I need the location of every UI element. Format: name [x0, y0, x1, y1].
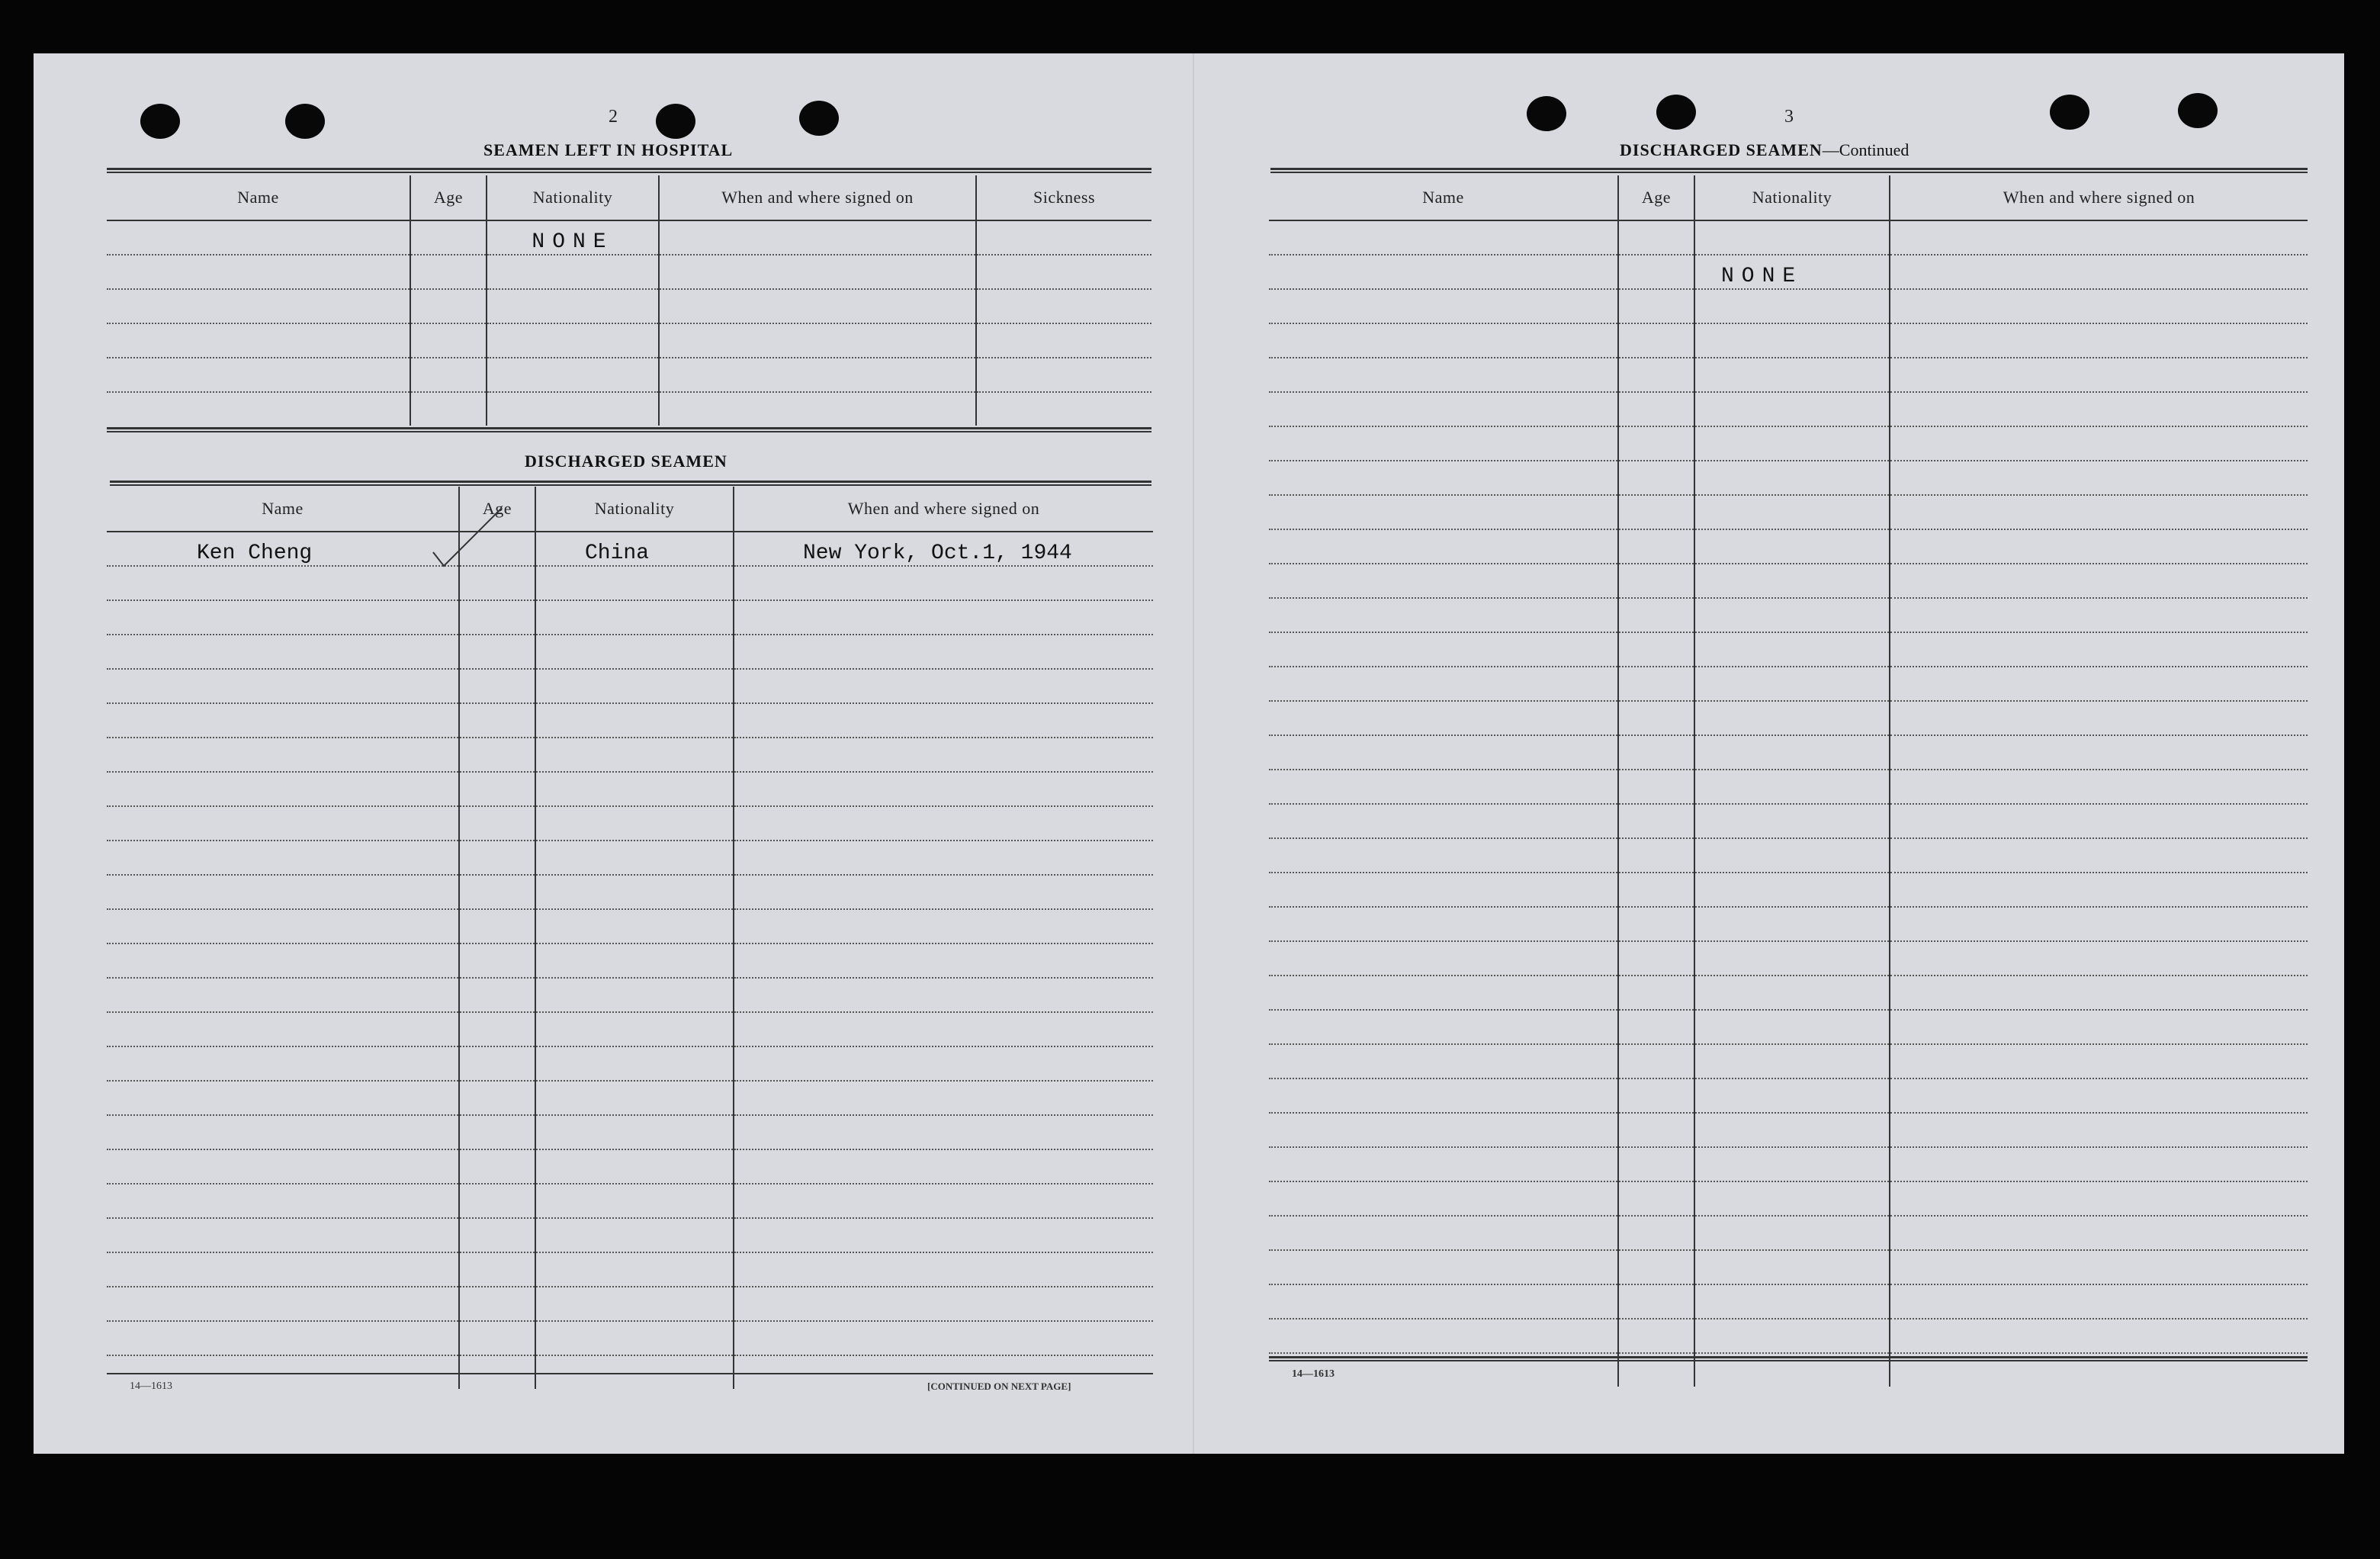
table-row — [107, 1252, 1153, 1287]
table-row — [107, 635, 1153, 669]
check-mark — [429, 505, 512, 574]
section-title: SEAMEN LEFT IN HOSPITAL — [483, 140, 734, 159]
table-row — [1269, 873, 2308, 907]
table-row — [1269, 1250, 2308, 1284]
table-row — [1269, 255, 2308, 289]
table-bottom-rule — [1269, 1356, 2308, 1361]
discharged-continued-table — [1269, 175, 2308, 1387]
table-row — [1269, 667, 2308, 701]
table-row — [1269, 220, 2308, 255]
table-row — [107, 703, 1153, 738]
form-number: 14—1613 — [1292, 1368, 1335, 1380]
table-row — [1269, 804, 2308, 838]
document-sheet — [34, 53, 2344, 1454]
table-row — [107, 1115, 1153, 1149]
table-row — [1269, 289, 2308, 323]
table-row — [1269, 426, 2308, 461]
table-row — [107, 358, 1151, 392]
seaman-name: Ken Cheng — [197, 542, 313, 565]
seaman-signed-on: New York, Oct.1, 1944 — [803, 542, 1072, 565]
column-header: Age — [410, 175, 487, 220]
section-title — [1620, 140, 1909, 160]
punch-hole — [140, 104, 180, 139]
table-row — [1269, 770, 2308, 804]
table-row — [107, 1046, 1153, 1081]
table-row — [1269, 838, 2308, 873]
column-header: Name — [1269, 175, 1618, 220]
table-row — [107, 600, 1153, 635]
table-row — [1269, 358, 2308, 392]
table-row — [107, 323, 1151, 358]
table-row — [1269, 392, 2308, 426]
table-row — [107, 1081, 1153, 1115]
section-title-suffix: —Continued — [1822, 140, 1909, 159]
table-row — [1269, 564, 2308, 598]
seaman-nationality: China — [585, 542, 650, 565]
form-number: 14—1613 — [130, 1381, 172, 1392]
section-title: DISCHARGED SEAMEN — [525, 452, 727, 471]
table-row — [1269, 701, 2308, 735]
punch-hole — [1656, 95, 1696, 130]
table-row — [1269, 1113, 2308, 1147]
table-row — [107, 255, 1151, 289]
table-row — [1269, 941, 2308, 976]
table-row — [1269, 1284, 2308, 1319]
punch-hole — [2178, 93, 2218, 128]
table-row — [107, 392, 1151, 426]
page-number: 2 — [609, 107, 618, 127]
table-row — [1269, 907, 2308, 941]
column-header: Age — [459, 487, 535, 532]
table-bottom-rule — [107, 1373, 1153, 1374]
typed-entry: NONE — [532, 230, 614, 254]
table-bottom-rule — [107, 427, 1151, 432]
table-row — [1269, 1181, 2308, 1216]
table-row — [107, 532, 1153, 566]
title-rule — [110, 481, 1151, 486]
punch-hole — [656, 104, 695, 139]
table-row — [1269, 1319, 2308, 1353]
table-row — [1269, 323, 2308, 358]
table-row — [107, 669, 1153, 703]
table-row — [1269, 461, 2308, 495]
column-header: Nationality — [535, 487, 734, 532]
table-row — [107, 289, 1151, 323]
table-row — [1269, 1147, 2308, 1181]
table-row — [1269, 1044, 2308, 1078]
table-row — [1269, 1078, 2308, 1113]
table-row — [1269, 1216, 2308, 1250]
table-row — [107, 1012, 1153, 1046]
column-header: Name — [107, 487, 459, 532]
column-header: When and where signed on — [659, 175, 976, 220]
table-row — [107, 1149, 1153, 1184]
table-row — [107, 772, 1153, 806]
table-row — [107, 566, 1153, 600]
table-row — [1269, 632, 2308, 667]
table-row — [107, 1287, 1153, 1321]
table-row — [107, 943, 1153, 978]
table-row — [1269, 529, 2308, 564]
hospital-table — [107, 175, 1151, 426]
punch-hole — [285, 104, 325, 139]
column-header: Age — [1618, 175, 1694, 220]
table-row — [107, 841, 1153, 875]
discharged-table — [107, 487, 1153, 1389]
table-row — [107, 1184, 1153, 1218]
table-row — [107, 1218, 1153, 1252]
punch-hole — [799, 101, 839, 136]
title-rule — [1270, 168, 2308, 173]
table-row — [107, 806, 1153, 841]
punch-hole — [1527, 96, 1566, 131]
column-header: Name — [107, 175, 410, 220]
page-number: 3 — [1784, 107, 1794, 127]
title-rule — [107, 168, 1151, 173]
table-row — [1269, 735, 2308, 770]
column-header: When and where signed on — [1890, 175, 2308, 220]
column-header: Nationality — [487, 175, 659, 220]
table-row — [107, 1321, 1153, 1355]
table-row — [107, 978, 1153, 1012]
column-header: Nationality — [1694, 175, 1890, 220]
table-row — [1269, 976, 2308, 1010]
continued-note: [CONTINUED ON NEXT PAGE] — [927, 1381, 1071, 1392]
table-row — [1269, 495, 2308, 529]
table-row — [1269, 1010, 2308, 1044]
table-row — [1269, 598, 2308, 632]
table-row — [107, 220, 1151, 255]
table-row — [107, 909, 1153, 943]
table-row — [107, 738, 1153, 772]
section-title-text: DISCHARGED SEAMEN — [1620, 140, 1823, 159]
column-header: When and where signed on — [734, 487, 1153, 532]
table-row — [107, 875, 1153, 909]
page-fold — [1193, 53, 1194, 1454]
punch-hole — [2050, 95, 2089, 130]
typed-entry: NONE — [1721, 265, 1803, 288]
column-header: Sickness — [976, 175, 1151, 220]
